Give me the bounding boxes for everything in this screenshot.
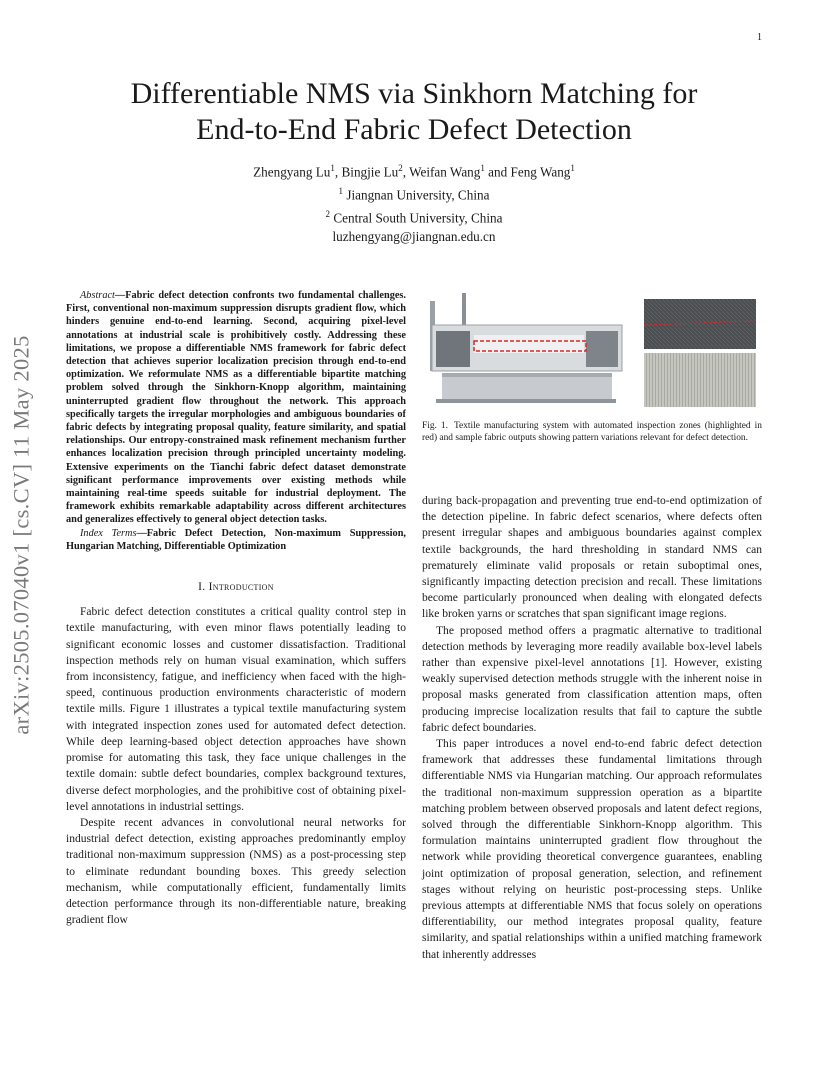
index-terms <box>66 527 406 553</box>
title-line-2: End-to-End Fabric Defect Detection <box>196 113 632 146</box>
affiliation-name: Central South University, China <box>330 210 503 226</box>
weaving-machine-image <box>430 293 622 403</box>
figure-caption-text: Textile manufacturing system with automated inspection zones (highlighted in red) and sample fabric outputs showing pattern variations relevant for defect detection. <box>422 421 762 443</box>
figure-caption-label: Fig. 1. <box>422 421 448 431</box>
abstract-text: —Fabric defect detection confronts two fundamental challenges. First, conventional non-maximum suppression disrupts gradient flow, which hinders genuine end-to-end learning. Second, acquiring pixel-level annotations at industrial scale is prohibitively costly. Addressing these limitations, we propose a differentiable NMS framework for fabric defect detection that achieves superior localization precision through end-to-end optimization. We reformulate NMS as a differentiable bipartite matching problem solved through the Sinkhorn-Knopp algorithm, maintaining uninterrupted gradient flow throughout the network. This approach specifically targets the irregular morphologies and ambiguous boundaries of fabric defects by integrating proposal quality, feature similarity, and spatial relationships. Our entropy-constrained mask refinement mechanism further enhances localization precision through principled uncertainty modeling. Extensive experiments on the Tianchi fabric defect dataset demonstrate significant performance improvements over existing methods while maintaining real-time speeds suitable for industrial deployment. The framework exhibits remarkable adaptability across different architectures and generalizes effectively to general object detection tasks. <box>66 290 406 526</box>
body-paragraph: The proposed method offers a pragmatic alternative to traditional detection methods by leveraging more readily available box-level labels rather than expensive pixel-level annotations [1]. However, existing weakly supervised detection methods struggle with the inherent noise in proposal masks generated from classification attention maps, often producing imprecise localization results that fail to capture the subtle fabric defect boundaries. <box>422 624 762 734</box>
index-terms-label: Index Terms <box>80 527 137 539</box>
author-affiliation-mark: 1 <box>330 163 335 173</box>
author-separator: , <box>402 164 410 180</box>
page-number: 1 <box>757 32 762 43</box>
author-affiliation-mark: 1 <box>570 163 575 173</box>
section-heading-introduction: I. Introduction <box>198 581 274 594</box>
affiliation-2 <box>60 205 768 228</box>
title-line-1: Differentiable NMS via Sinkhorn Matching for <box>130 77 698 110</box>
abstract <box>66 289 406 527</box>
figure-1-caption <box>422 420 762 444</box>
body-paragraph: during back-propagation and preventing true end-to-end optimization of the detection pipeline. In fabric defect scenarios, where defects often present irregular shapes and ambiguous boundaries against complex textile backgrounds, the hard thresholding in standard NMS can prematurely eliminate valid proposals or retain suboptimal ones, significantly impacting detection precision and recall. These limitations become particularly pronounced when dealing with elongated defects like broken yarns or scratches that span significant image regions. <box>422 495 762 621</box>
index-terms-text: —Fabric Defect Detection, Non-maximum Suppression, Hungarian Matching, Differentiable Optimization <box>66 527 406 552</box>
affiliation-name: Jiangnan University, China <box>343 187 490 203</box>
author-name: Zhengyang Lu <box>253 164 331 180</box>
author-name: Weifan Wang <box>409 164 481 180</box>
author-email[interactable]: luzhengyang@jiangnan.edu.cn <box>332 228 496 244</box>
body-paragraph: Fabric defect detection constitutes a critical quality control step in textile manufacturing, with even minor flaws potentially leading to significant economic losses and customer dissatisfaction. Traditional inspection methods rely on human visual examination, which suffers from inconsistency, fatigue, and inefficiency when faced with the high-speed, continuous production environments characteristic of modern textile mills. Figure 1 illustrates a typical textile manufacturing system with integrated inspection zones used for automated defect detection. While deep learning-based object detection approaches have shown promise for automating this task, they face unique challenges in the textile domain: subtle defect boundaries, complex background textures, diverse defect morphologies, and the prohibitive cost of obtaining pixel-level annotations in industrial settings. <box>66 606 406 813</box>
figure-1 <box>422 291 762 411</box>
paper-title <box>60 76 768 148</box>
fabric-sample-images <box>644 299 756 407</box>
abstract-label: Abstract <box>80 290 115 301</box>
arxiv-identifier-stamp <box>0 290 44 780</box>
author-affiliation-mark: 2 <box>398 163 403 173</box>
affiliation-mark: 2 <box>325 208 331 219</box>
affiliation-mark: 1 <box>338 185 344 196</box>
affiliation-1 <box>60 182 768 205</box>
left-column <box>66 289 406 928</box>
author-separator: and <box>484 164 511 180</box>
body-paragraph: Despite recent advances in convolutional neural networks for industrial defect detection, existing approaches predominantly employ traditional non-maximum suppression (NMS) as a post-processing step to eliminate redundant bounding boxes. This greedy selection mechanism, while computationally efficient, fundamentally limits detection performance through its non-differentiable nature, breaking gradient flow <box>66 816 406 927</box>
author-names <box>60 159 768 182</box>
author-affiliation-mark: 1 <box>480 163 485 173</box>
body-paragraph: This paper introduces a novel end-to-end fabric defect detection framework that addresses these fundamental limitations through differentiable NMS via Hungarian matching. Our approach reformulates the traditional non-maximum suppression operation as a bipartite matching problem between observed proposals and latent defect regions, solved through the differentiable Sinkhorn-Knopp algorithm. This formulation maintains uninterrupted gradient flow throughout the network while providing theoretical convergence guarantees, enabling joint optimization of proposal generation, selection, and refinement stages without relying on heuristic post-processing steps. Unlike previous attempts at differentiable NMS that focus solely on operations differentiability, our method integrates proposal quality, feature similarity, and spatial relationships within a unified matching framework that inherently addresses <box>422 738 762 961</box>
textile-system-illustration <box>422 291 762 411</box>
author-separator: , <box>334 164 342 180</box>
right-column <box>422 493 762 963</box>
author-name: Feng Wang <box>510 164 571 180</box>
author-name: Bingjie Lu <box>341 164 399 180</box>
arxiv-stamp-text: arXiv:2505.07040v1 [cs.CV] 11 May 2025 <box>9 335 34 735</box>
author-block <box>60 159 768 246</box>
